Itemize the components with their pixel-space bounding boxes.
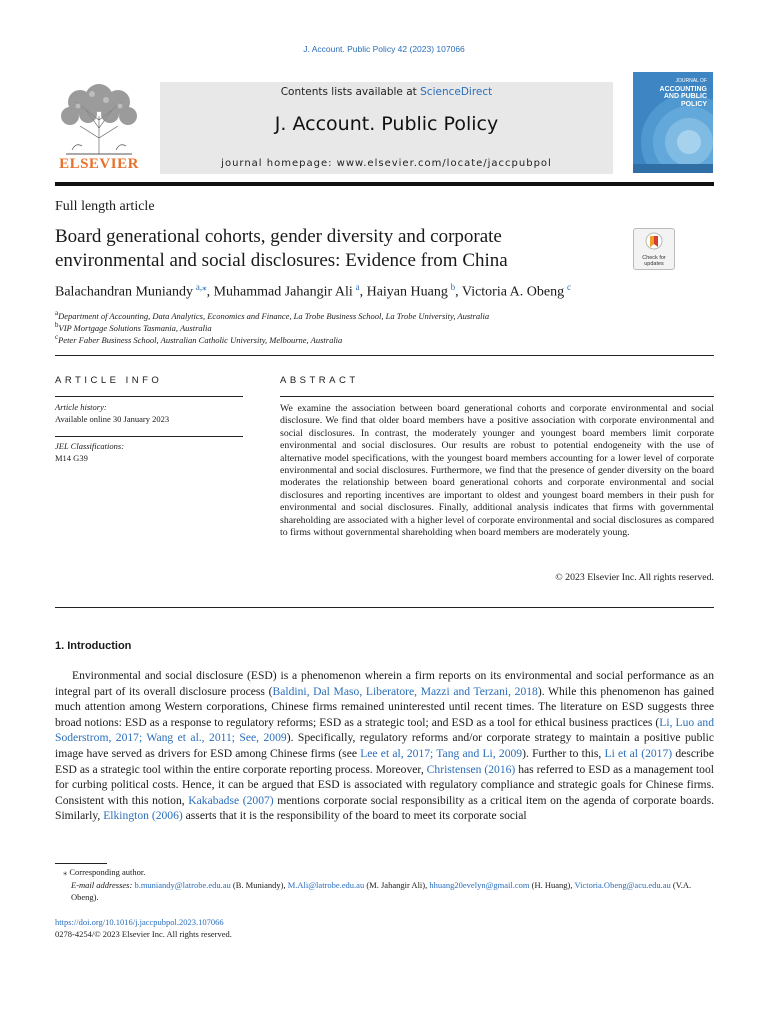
abstract-end-rule (55, 607, 714, 608)
abstract-copyright: © 2023 Elsevier Inc. All rights reserved. (555, 572, 714, 583)
footnote-rule (55, 863, 107, 864)
crossmark-icon (645, 232, 663, 252)
article-title (55, 225, 615, 273)
article-type: Full length article (55, 199, 155, 214)
affiliation-text: VIP Mortgage Solutions Tasmania, Australia (58, 322, 212, 333)
check-for-updates-button[interactable] (633, 228, 675, 270)
email-link[interactable]: hhuang20evelyn@gmail.com (429, 880, 530, 890)
paragraph-text: Environmental and social disclosure (ESD) is a phenomenon wherein a firm reports on its environmental and social performance as an integral part of its overall disclosure process ( (55, 669, 714, 698)
abstract-heading: ABSTRACT (280, 375, 359, 386)
crossmark-label-line: Check for (642, 255, 666, 261)
affiliation (55, 309, 489, 321)
affiliation-rule (55, 355, 714, 356)
author-affil-mark[interactable]: c (566, 282, 571, 292)
cover-line: AND PUBLIC (663, 93, 707, 100)
paragraph-text: ). While this phenomenon has gained much attention among Western corporations, Chinese firms remained uninterested until recent times. The literature on ESD suggests three broad notions: ESD as a response to regulatory reforms; ESD as a strategic tool; and ESD as a tool for ethical business practices ( (55, 684, 714, 729)
email-link[interactable]: Victoria.Obeng@acu.edu.au (574, 880, 671, 890)
journal-header (160, 82, 613, 174)
reference-link[interactable]: Li et al (2017) (604, 746, 673, 760)
reference-link[interactable]: Lee et al, 2017; Tang and Li, 2009 (360, 746, 523, 760)
affiliation-mark: a (55, 309, 59, 317)
jel-value: M14 G39 (55, 453, 88, 463)
email-owner: (H. Huang) (531, 880, 571, 890)
contents-prefix: Contents lists available at (280, 86, 421, 98)
journal-cover-image (633, 72, 713, 173)
email-label: E-mail addresses: (71, 880, 133, 890)
crossmark-label (634, 255, 674, 267)
reference-link[interactable]: Kakabadse (2007) (188, 793, 274, 807)
article-info-rule (55, 436, 243, 437)
issn-copyright: 0278-4254/© 2023 Elsevier Inc. All rights reserved. (55, 929, 232, 939)
reference-link[interactable]: Elkington (2006) (103, 809, 183, 823)
doi-link[interactable]: https://doi.org/10.1016/j.jaccpubpol.2023.107066 (55, 917, 224, 927)
section-heading-introduction: 1. Introduction (55, 640, 132, 652)
affiliation (55, 333, 342, 345)
author-name[interactable]: Haiyan Huang (366, 284, 448, 300)
article-info-rule (55, 396, 243, 397)
header-rule (55, 182, 714, 186)
paragraph-text: ). Further to this, (522, 746, 605, 760)
author-list: Balachandran Muniandy $^{a,⁎}$, Muhammad Jahangir Ali $^a$, Haiyan Huang $^b$, Victoria A. Obeng $^c$ (55, 282, 571, 300)
publisher-logo-text: ELSEVIER (59, 156, 139, 172)
article-history-label: Article history: (55, 402, 107, 412)
paragraph-text: describe ESD as a strategic tool within the entire corporate reporting process. Moreover, (55, 746, 714, 776)
corresponding-author-note: ⁎ Corresponding author. (63, 867, 146, 877)
affiliation-mark: b (55, 321, 59, 329)
author-affil-mark[interactable]: b (450, 282, 456, 292)
email-owner: (V.A. Obeng). (71, 880, 692, 902)
jel-label: JEL Classifications: (55, 441, 125, 451)
crossmark-label-line: updates (644, 261, 664, 267)
abstract-text: We examine the association between board generational cohorts and corporate environmental and social disclosure. We find that older board members have a positive association with corporate environmental and social disclosures. In contrast, the moderately younger and youngest board members limit corporate environmental and social disclosures. Our results are robust to potential endogeneity with the use of alternative model specifications, with the youngest board members accounting for a lower level of corporate environmental and social disclosures. Furthermore, we find that the presence of gender diversity on the board moderates the relationship between board generational cohorts and corporate environmental and social disclosures and reporting incentives are important to oldest and youngest board members in their push for environmental and social disclosures. Finally, additional analysis indicates that firms with governmental shareholding are associated with a higher level of corporate environmental and social disclosures as compared to firms without governmental shareholding when board members are moderately young. (280, 403, 714, 539)
author-name[interactable]: Balachandran Muniandy (55, 284, 194, 300)
reference-link[interactable]: Baldini, Dal Maso, Liberatore, Mazzi and Terzani, 2018 (272, 684, 538, 698)
reference-link[interactable]: Christensen (2016) (426, 762, 516, 776)
sciencedirect-link[interactable]: ScienceDirect (420, 86, 493, 98)
journal-homepage[interactable]: journal homepage: www.elsevier.com/locate/jaccpubpol (221, 158, 552, 169)
affiliation-text: Peter Faber Business School, Australian Catholic University, Melbourne, Australia (58, 334, 343, 345)
title-line: environmental and social disclosures: Evidence from China (55, 250, 508, 271)
cover-line: ACCOUNTING (659, 85, 707, 93)
introduction-paragraph (55, 668, 714, 824)
author-affil-mark[interactable]: a,⁎ (195, 282, 207, 292)
email-link[interactable]: b.muniandy@latrobe.edu.au (134, 880, 231, 890)
cover-title (633, 78, 713, 108)
journal-title: J. Account. Public Policy (274, 113, 499, 135)
paragraph-text: ). Specifically, regulatory reforms and/or corporate strategy to maintain a positive public image have served as drivers for ESD among Chinese firms (see (55, 731, 714, 760)
affiliation-text: Department of Accounting, Data Analytics, Economics and Finance, La Trobe Business School, La Trobe University, Australia (58, 310, 490, 321)
paragraph-text: asserts that it is the responsibility of the board to meet its corporate social (182, 809, 527, 823)
cover-line: POLICY (680, 100, 707, 108)
author-name[interactable]: Victoria A. Obeng (461, 284, 565, 300)
article-history-value: Available online 30 January 2023 (55, 414, 170, 424)
article-info-heading: ARTICLE INFO (55, 375, 163, 386)
reference-link[interactable]: Li, Luo and Soderstrom, 2017; Wang et al., 2011; See, 2009 (55, 715, 714, 745)
email-owner: (B. Muniandy) (232, 880, 284, 890)
email-link[interactable]: M.Ali@latrobe.edu.au (287, 880, 365, 890)
cover-line: JOURNAL OF (675, 78, 707, 84)
contents-available (160, 86, 613, 98)
affiliation (55, 321, 212, 333)
title-line: Board generational cohorts, gender diversity and corporate (55, 226, 502, 247)
author-affil-mark[interactable]: a (355, 282, 360, 292)
paragraph-text: mentions corporate social responsibility as a critical item on the agenda of corporate boards. Similarly, (55, 793, 714, 823)
elsevier-tree-logo-icon (56, 80, 142, 156)
paragraph-text: has referred to ESD as a management tool for curbing political costs. Hence, it can be argued that ESD is associated with regulatory compliance and strategic goals for Chinese firms. Consistent with this notion, (55, 762, 714, 807)
journal-citation[interactable]: J. Account. Public Policy 42 (2023) 107066 (303, 44, 465, 54)
author-name[interactable]: Muhammad Jahangir Ali (213, 284, 353, 300)
email-footnote: E-mail addresses: b.muniandy@latrobe.edu.au (B. Muniandy), M.Ali@latrobe.edu.au (M. Jahangir Ali), hhuang20evelyn@gmail.com (H. Huang), Victoria.Obeng@acu.edu.au (V.A. Obeng). (71, 880, 692, 902)
email-owner: (M. Jahangir Ali) (366, 880, 426, 890)
affiliation-mark: c (55, 333, 59, 341)
abstract-rule (280, 396, 714, 397)
